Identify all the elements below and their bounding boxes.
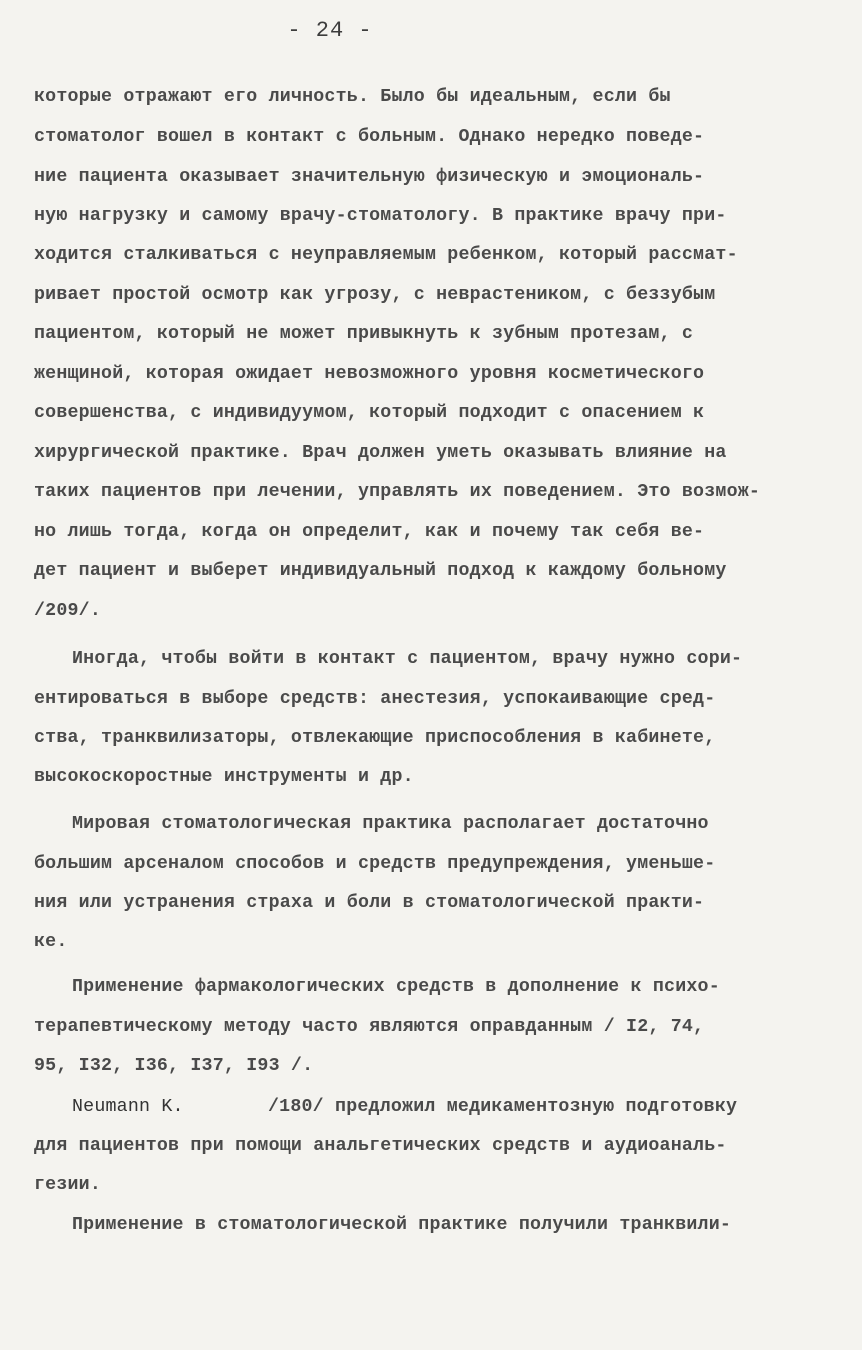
text-line: хирургической практике. Врач должен уметь оказывать влияние на xyxy=(34,443,727,463)
text-line: женщиной, которая ожидает невозможного уровня косметического xyxy=(34,364,705,384)
text-line: которые отражают его личность. Было бы идеальным, если бы xyxy=(34,87,671,107)
text-line: Применение в стоматологической практике получили транквили- xyxy=(72,1215,732,1235)
text-line: ную нагрузку и самому врачу-стоматологу. В практике врачу при- xyxy=(34,206,727,226)
text-line: пациентом, который не может привыкнуть к зубным протезам, с xyxy=(34,324,694,344)
text-line: ентироваться в выборе средств: анестезия, успокаивающие сред- xyxy=(34,689,716,709)
text-line: ния или устранения страха и боли в стоматологической практи- xyxy=(34,893,705,913)
text-line: большим арсеналом способов и средств предупреждения, уменьше- xyxy=(34,854,716,874)
text-line: совершенства, с индивидуумом, который подходит с опасением к xyxy=(34,403,705,423)
text-line: ства, транквилизаторы, отвлекающие приспособления в кабинете, xyxy=(34,728,716,748)
reference-author: Neumann K. xyxy=(72,1097,184,1117)
text-line: ходится сталкиваться с неуправляемым ребенком, который рассмат- xyxy=(34,245,738,265)
text-line: стоматолог вошел в контакт с больным. Однако нередко поведе- xyxy=(34,127,705,147)
text-line: терапевтическому методу часто являются оправданным / I2, 74, xyxy=(34,1017,705,1037)
text-line: таких пациентов при лечении, управлять их поведением. Это возмож- xyxy=(34,482,761,502)
text-line: но лишь тогда, когда он определит, как и почему так себя ве- xyxy=(34,522,705,542)
page-number: - 24 - xyxy=(287,18,373,43)
text-line: гезии. xyxy=(34,1175,102,1195)
text-line: Мировая стоматологическая практика располагает достаточно xyxy=(72,814,709,834)
text-line: высокоскоростные инструменты и др. xyxy=(34,767,414,787)
text-line: для пациентов при помощи анальгетических средств и аудиоаналь- xyxy=(34,1136,727,1156)
text-line: /180/ предложил медикаментозную подготовку xyxy=(268,1097,738,1117)
text-line: ние пациента оказывает значительную физическую и эмоциональ- xyxy=(34,167,705,187)
text-line: дет пациент и выберет индивидуальный подход к каждому больному xyxy=(34,561,727,581)
text-line: Иногда, чтобы войти в контакт с пациентом, врачу нужно сори- xyxy=(72,649,743,669)
text-line: ривает простой осмотр как угрозу, с неврастеником, с беззубым xyxy=(34,285,716,305)
text-line: ке. xyxy=(34,932,68,952)
text-line: Применение фармакологических средств в дополнение к психо- xyxy=(72,977,720,997)
text-line: 95, I32, I36, I37, I93 /. xyxy=(34,1056,314,1076)
text-line: /209/. xyxy=(34,601,102,621)
